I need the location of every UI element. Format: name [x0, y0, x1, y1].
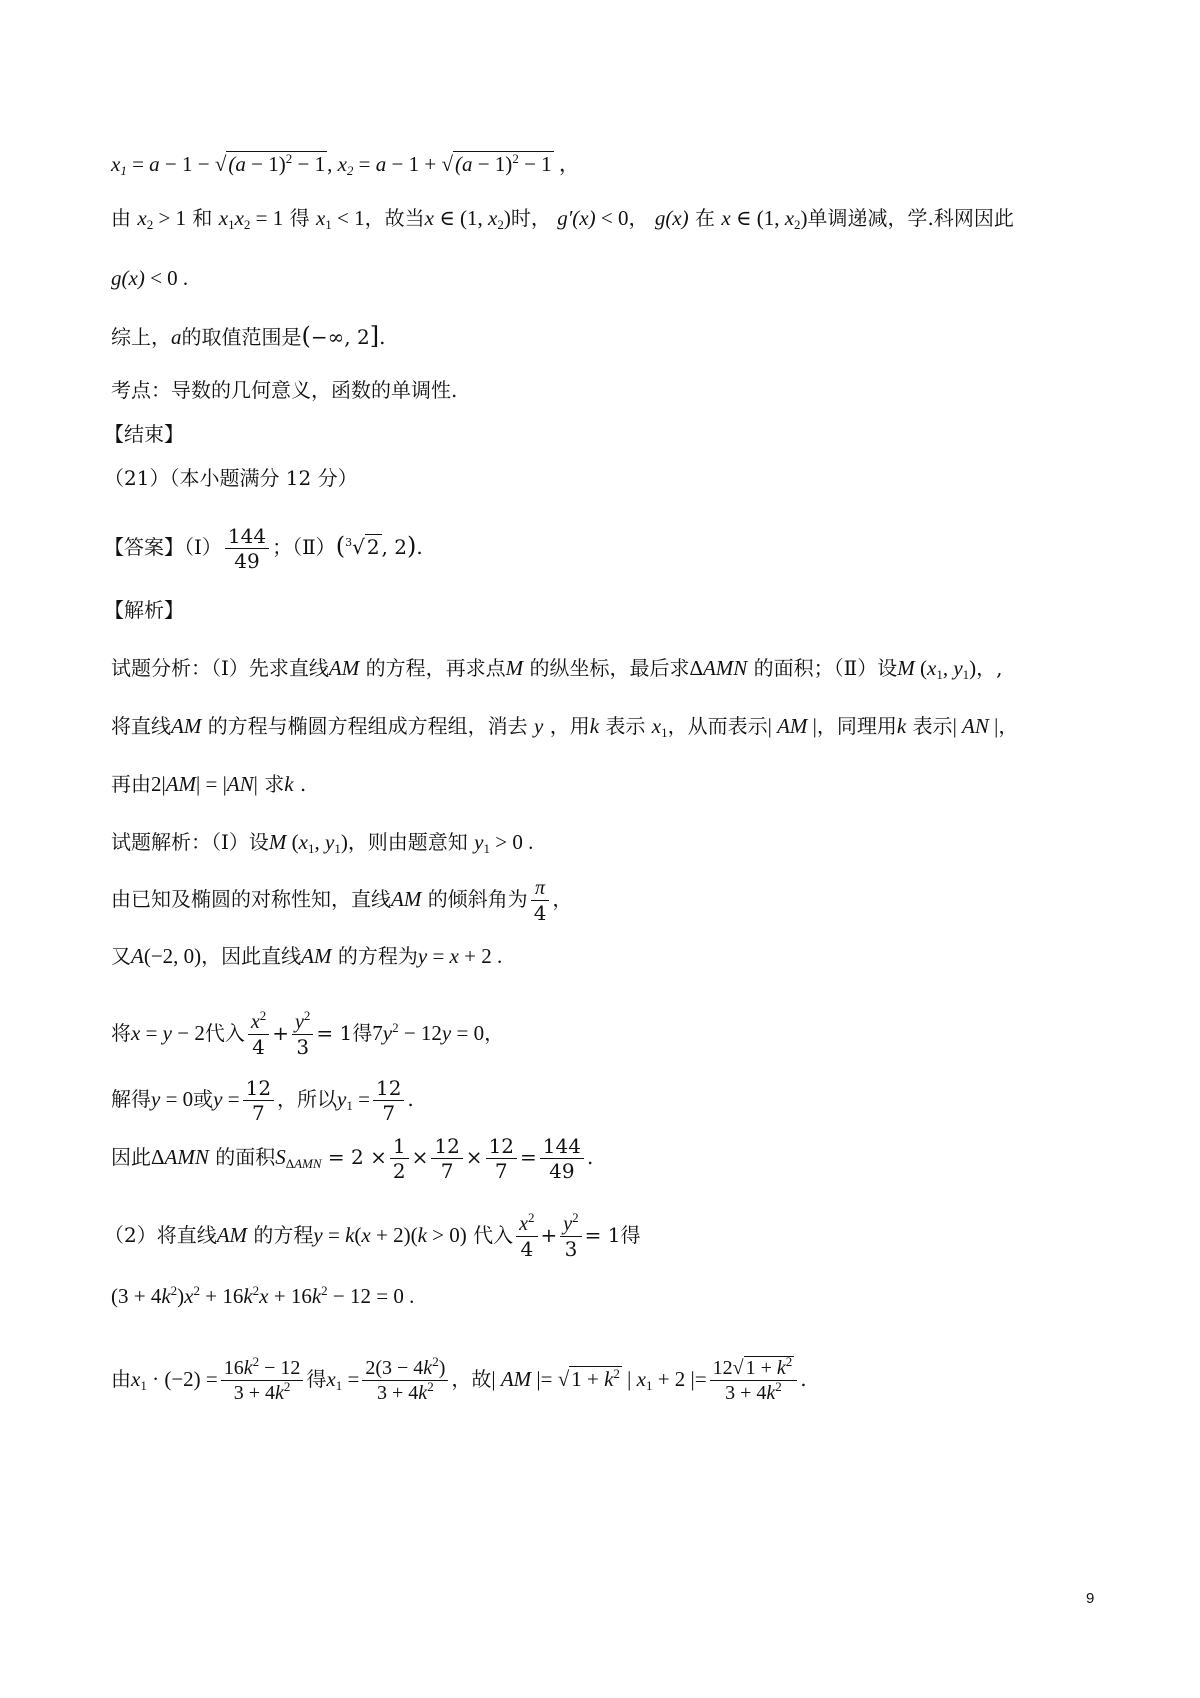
text-line-13: 试题解析：（Ⅰ）设M ($x_1$, $y_1$)，则由题意知 $y_1 > 0$ .	[111, 830, 534, 856]
text-line-17: 解得y = 0或y = $\frac{12}{7}$ ，所以$y_1$ = $\frac{12}{7}$ .	[111, 1076, 414, 1125]
page-number: 9	[1086, 1590, 1095, 1607]
text-line-21: 由$x_1 \cdot (-2)$ = $\frac{16k^2 - 12}{3 + 4k^2}$ 得$x_1$ = $\frac{2(3 - 4k^2)}{3 + 4k^2}$ ，故| AM |= $√1 + k^2$ | $x_1 + 2$ |= $\frac{12√ 1 + k^2}{3 + 4k^2}$ .	[111, 1354, 807, 1404]
text-line-14: 由已知及椭圆的对称性知，直线AM 的倾斜角为 $\frac{\pi}{4}$ ，	[111, 877, 573, 925]
text-line-16: 将x = y − 2代入 $\frac{x^2}{4}$ + $\frac{y^2}{3}$ = 1得$7y^2 - 12y = 0$，	[111, 1008, 505, 1059]
answer-line: 【答案】（Ⅰ） $\frac{144}{49}$ ；（Ⅱ）($^3$√ 2 , 2).	[104, 524, 423, 573]
text-line-11: 将直线AM 的方程与椭圆方程组成方程组，消去 y ，用k 表示 $x_1$，从而表示| AM |，同理用k 表示| AN |，	[111, 714, 1019, 740]
text-line-12: 再由2|AM| = |AN| 求k .	[111, 772, 307, 796]
text-line-10: 试题分析：（Ⅰ）先求直线AM 的方程，再求点M 的纵坐标，最后求ΔAMN 的面积；（Ⅱ）设M ($x_1$, $y_1$)，,	[111, 656, 1003, 682]
text-line-2: 由 $x_2 > 1$ 和 $x_1x_2 = 1$ 得 $x_1 < 1$，故当x ∈ (1, $x_2$)时， g′(x) < 0， g(x) 在 x ∈ (1, $x_2$)单调递减，学.科网因此	[111, 206, 1014, 232]
text-line-6: 【结束】	[104, 422, 184, 446]
formula-line-1: $x_1 = a - 1 - √(a - 1)^2 - 1$, $x_2 = a - 1 + √(a - 1)^2 - 1$ ，	[111, 151, 580, 178]
text-line-15: 又A(−2, 0)，因此直线AM 的方程为y = x + 2 .	[111, 944, 503, 968]
text-line-18: 因此ΔAMN 的面积$S_{\Delta AMN} = 2$ × $\frac{1}{2}$ × $\frac{12}{7}$ × $\frac{12}{7}$ = $\frac{144}{49}$ .	[111, 1134, 594, 1183]
text-line-7: （21）（本小题满分 12 分）	[104, 466, 358, 490]
text-line-19: （2）将直线AM 的方程y = k(x + 2)(k > 0) 代入 $\frac{x^2}{4}$ + $\frac{y^2}{3}$ = 1得	[104, 1210, 641, 1261]
text-line-3: g(x) < 0 .	[111, 266, 189, 290]
text-line-9: 【解析】	[104, 598, 184, 622]
text-line-4: 综上，a的取值范围是(−∞, 2].	[111, 322, 386, 350]
formula-line-20: $(3 + 4k^2)x^2 + 16k^2x + 16k^2 - 12 = 0$ .	[111, 1283, 415, 1308]
text-line-5: 考点：导数的几何意义，函数的单调性.	[111, 378, 458, 402]
